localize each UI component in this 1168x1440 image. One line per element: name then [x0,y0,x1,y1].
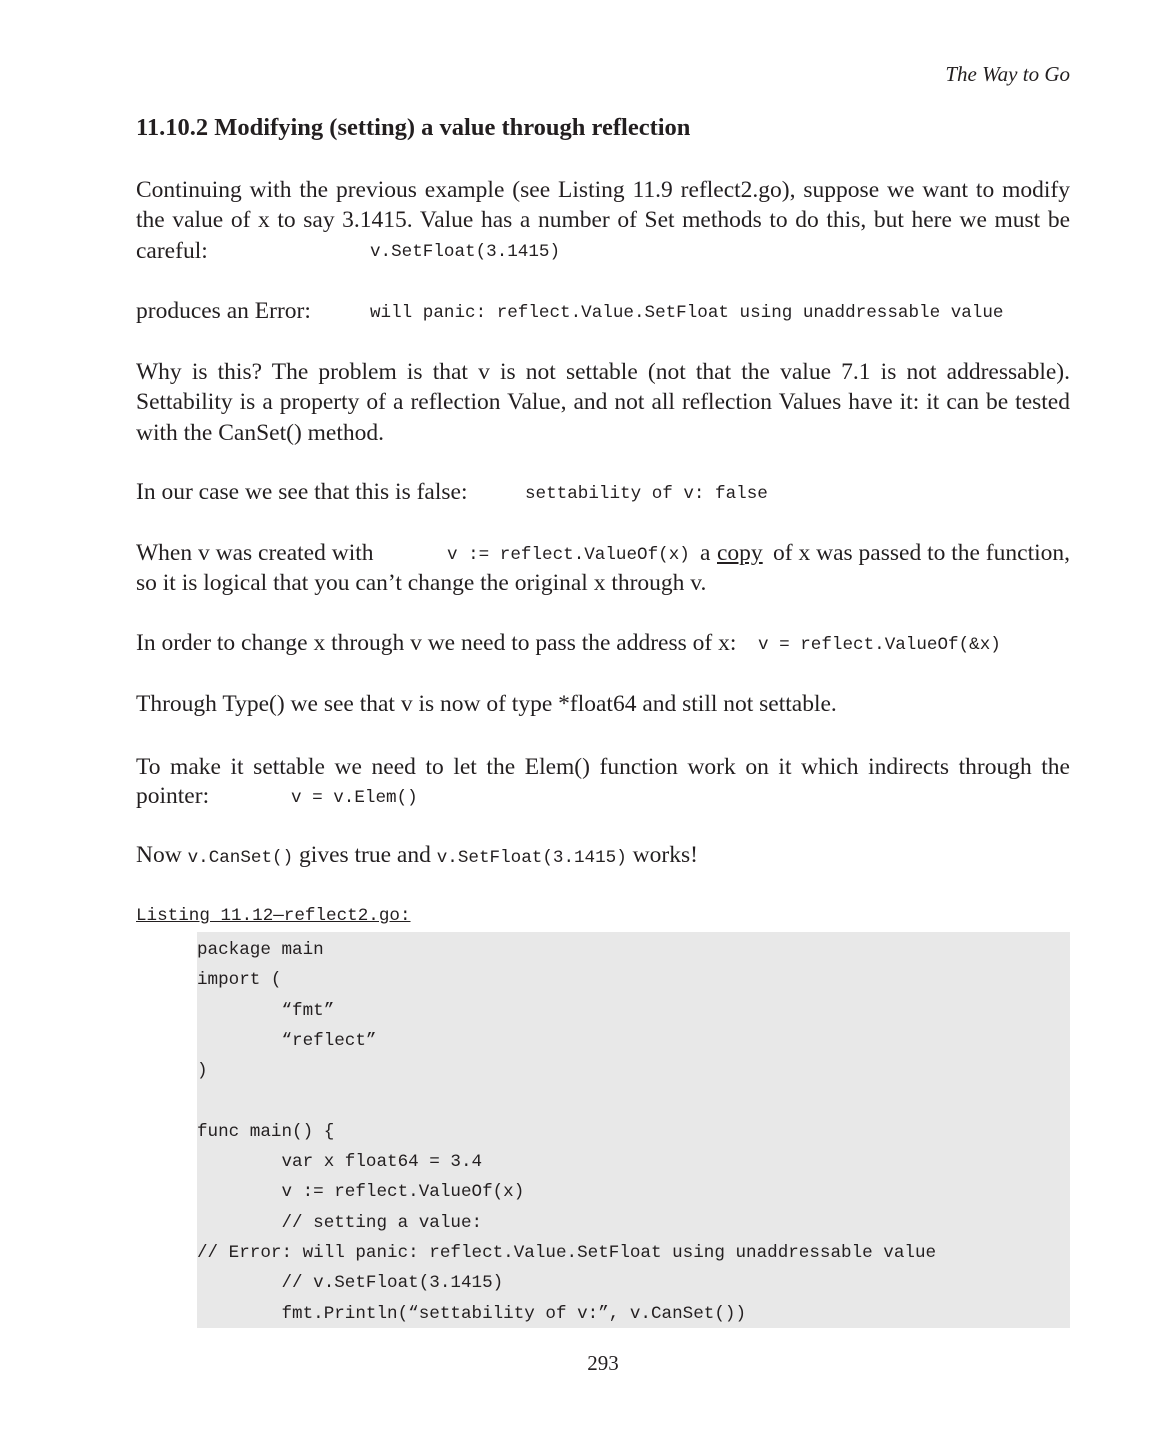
inline-code: v = v.Elem() [291,788,418,808]
paragraph-5-text: When v was created with [136,540,374,566]
code-line: // Error: will panic: reflect.Value.SetFloat using unaddressable value [197,1243,937,1263]
paragraph-1 [136,175,1070,266]
code-block [197,932,1070,1328]
paragraph-9 [136,842,698,869]
code-line: import ( [197,970,282,991]
inline-code: v = reflect.ValueOf(&x) [758,635,1001,655]
listing-title: Listing 11.12—reflect2.go: [136,906,411,926]
inline-code: v := reflect.ValueOf(x) [447,545,690,565]
code-line: ) [197,1061,208,1082]
code-line: v := reflect.ValueOf(x) [197,1182,525,1203]
code-line: func main() { [197,1121,335,1142]
code-line: package main [197,940,324,960]
text: works! [632,842,698,868]
text: Now [136,842,182,868]
paragraph-8-line2: pointer: [136,783,210,809]
paragraph-7: Through Type() we see that v is now of type *float64 and still not settable. [136,691,837,717]
inline-code: v.CanSet() [187,848,294,868]
code-line: // v.SetFloat(3.1415) [197,1273,504,1294]
paragraph-5-line2: so it is logical that you can’t change the original x through v. [136,570,707,596]
inline-code: v.SetFloat(3.1415) [370,242,561,262]
section-heading: 11.10.2 Modifying (setting) a value through reflection [136,114,691,141]
paragraph-5-text: of x was passed to the function, [773,540,1070,566]
inline-code: settability of v: false [525,484,768,504]
paragraph-3: Why is this? The problem is that v is not settable (not that the value 7.1 is not addressable). Settability is a property of a reflection Value, and not all reflection Values have it: it can be tested with the CanSet() method. [136,359,1070,446]
paragraph-2: produces an Error: [136,298,311,324]
paragraph-text: Continuing with the previous example (see Listing 11.9 reflect2.go), suppose we want to modify the value of x to say 3.1415. Value has a number of Set methods to do this, but here we must be careful: [136,177,1070,264]
copy-emphasis: copy [717,540,763,566]
inline-code: will panic: reflect.Value.SetFloat using unaddressable value [370,303,1004,323]
inline-code: v.SetFloat(3.1415) [436,848,627,868]
code-line: fmt.Println(“settability of v:”, v.CanSet()) [197,1303,747,1324]
running-header: The Way to Go [945,62,1070,86]
paragraph-6: In order to change x through v we need to pass the address of x: [136,630,737,656]
text: gives true and [299,842,431,868]
code-line: // setting a value: [197,1212,483,1233]
code-line: var x float64 = 3.4 [197,1152,483,1173]
paragraph-5-text: a [700,540,711,566]
code-line: “fmt” [197,1000,335,1021]
paragraph-4: In our case we see that this is false: [136,479,468,505]
code-line: “reflect” [197,1030,377,1051]
page-number: 293 [587,1351,619,1375]
paragraph-8: To make it settable we need to let the Elem() function work on it which indirects through the [136,754,1070,780]
